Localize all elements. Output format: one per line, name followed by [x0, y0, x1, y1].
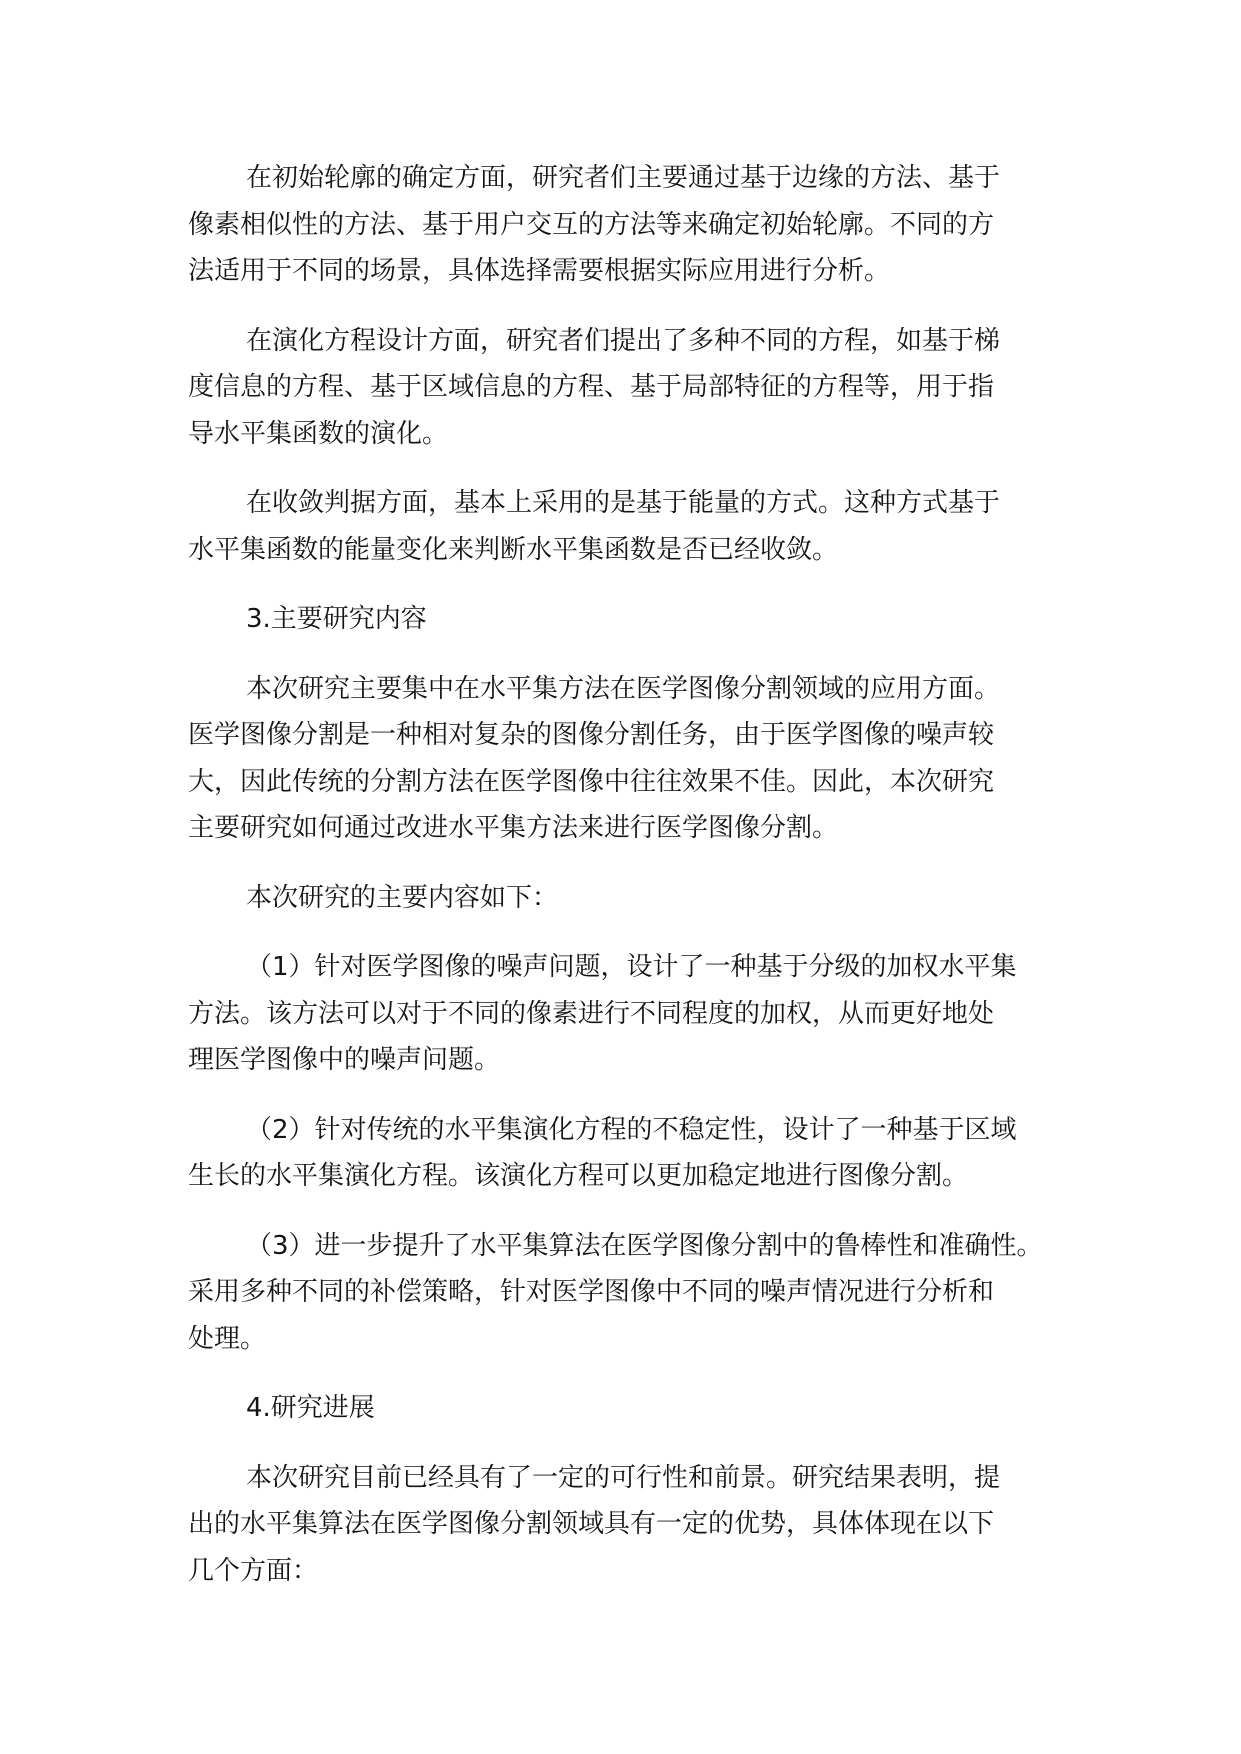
text-line: 导水平集函数的演化。 [188, 418, 449, 449]
paragraph-progress [188, 1455, 1058, 1595]
heading-text: 3.主要研究内容 [246, 604, 427, 634]
section-heading-4 [188, 1385, 1058, 1432]
text-line: 出的水平集算法在医学图像分割领域具有一定的优势，具体体现在以下 [188, 1509, 995, 1539]
list-item-2 [188, 1107, 1058, 1200]
paragraph-research-focus [188, 666, 1058, 852]
list-item-3 [188, 1223, 1058, 1363]
paragraph-convergence [188, 480, 1058, 573]
document-body [188, 155, 1058, 1594]
text-line: 在收敛判据方面，基本上采用的是基于能量的方式。这种方式基于 [246, 488, 1001, 518]
list-item-1 [188, 944, 1058, 1084]
section-heading-3 [188, 596, 1058, 643]
text-line: 医学图像分割是一种相对复杂的图像分割任务，由于医学图像的噪声较 [188, 720, 995, 750]
text-line: 像素相似性的方法、基于用户交互的方法等来确定初始轮廓。不同的方 [188, 209, 995, 240]
text-line: 本次研究主要集中在水平集方法在医学图像分割领域的应用方面。 [246, 673, 1001, 704]
text-line: 度信息的方程、基于区域信息的方程、基于局部特征的方程等，用于指 [188, 372, 995, 402]
text-line: 大，因此传统的分割方法在医学图像中往往效果不佳。因此，本次研究 [188, 766, 995, 797]
text-line: （3）进一步提升了水平集算法在医学图像分割中的鲁棒性和准确性。 [246, 1230, 1043, 1261]
text-line: 采用多种不同的补偿策略，针对医学图像中不同的噪声情况进行分析和 [188, 1277, 995, 1307]
text-line: 在演化方程设计方面，研究者们提出了多种不同的方程，如基于梯 [246, 325, 1001, 356]
heading-text: 4.研究进展 [246, 1393, 375, 1423]
text-line: （1）针对医学图像的噪声问题，设计了一种基于分级的加权水平集 [246, 952, 1017, 982]
text-line: 方法。该方法可以对于不同的像素进行不同程度的加权，从而更好地处 [188, 998, 995, 1029]
text-line: 几个方面： [188, 1555, 319, 1586]
text-line: 法适用于不同的场景，具体选择需要根据实际应用进行分析。 [188, 256, 891, 286]
text-line: 主要研究如何通过改进水平集方法来进行医学图像分割。 [188, 813, 839, 843]
text-line: 在初始轮廓的确定方面，研究者们主要通过基于边缘的方法、基于 [246, 163, 1001, 193]
text-line: 处理。 [188, 1323, 267, 1354]
text-line: 本次研究的主要内容如下： [246, 882, 559, 913]
text-line: 本次研究目前已经具有了一定的可行性和前景。研究结果表明，提 [246, 1462, 1001, 1493]
text-line: 生长的水平集演化方程。该演化方程可以更加稳定地进行图像分割。 [188, 1161, 969, 1191]
paragraph-contour-init [188, 155, 1058, 295]
text-line: （2）针对传统的水平集演化方程的不稳定性，设计了一种基于区域 [246, 1114, 1017, 1145]
paragraph-content-intro [188, 875, 1058, 922]
text-line: 理医学图像中的噪声问题。 [188, 1045, 501, 1075]
paragraph-evolution-equation [188, 318, 1058, 458]
text-line: 水平集函数的能量变化来判断水平集函数是否已经收敛。 [188, 534, 839, 565]
